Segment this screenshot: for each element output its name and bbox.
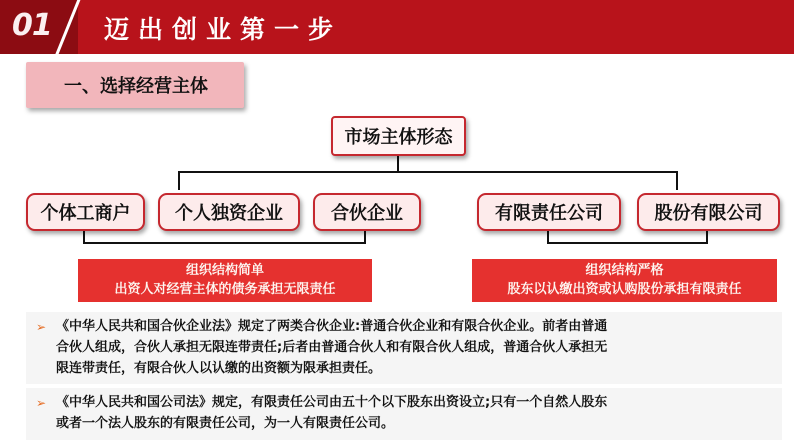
orange-arrow-icon: ➢ <box>36 320 47 334</box>
paragraph-text: 《中华人民共和国合伙企业法》规定了两类合伙企业:普通合伙企业和有限合伙企业。前者由普通 合伙人组成，合伙人承担无限连带责任;后者由普通合伙人和有限合伙人组成，普通合伙人承担无 限连带责任，有限合伙人以认缴的出资额为限承担责任。 <box>56 319 608 376</box>
note-left <box>78 259 372 302</box>
node-sole-proprietorship: 个人独资企业 <box>158 193 300 231</box>
header-bar <box>0 0 794 54</box>
node-limited-liability-company: 有限责任公司 <box>477 193 621 231</box>
connector-left-lower-bracket <box>84 231 365 243</box>
note-left-line1: 组织结构简单 <box>185 263 264 278</box>
node-partnership: 合伙企业 <box>313 193 421 231</box>
section-label-text: 一、选择经营主体 <box>64 76 208 97</box>
connector-right-lower-bracket <box>548 231 707 243</box>
note-right <box>472 259 777 302</box>
note-right-line2: 股东以认缴出资或认购股份承担有限责任 <box>507 282 742 297</box>
paragraph-partnership-law <box>26 312 782 384</box>
node-individual-business: 个体工商户 <box>26 193 145 231</box>
connector-left-bracket <box>179 172 398 190</box>
note-left-line2: 出资人对经营主体的债务承担无限责任 <box>114 282 336 297</box>
section-label <box>26 62 244 108</box>
page-title: 迈出创业第一步 <box>104 15 343 44</box>
header-number: 01 <box>12 8 52 43</box>
connector-right-bracket <box>398 172 677 190</box>
paragraph-text: 《中华人民共和国公司法》规定，有限责任公司由五十个以下股东出资设立;只有一个自然人股东 或者一个法人股东的有限责任公司，为一人有限责任公司。 <box>56 395 608 431</box>
orange-arrow-icon: ➢ <box>36 396 47 410</box>
note-right-line1: 组织结构严格 <box>585 263 664 278</box>
paragraph-company-law <box>26 388 782 440</box>
node-joint-stock-company: 股份有限公司 <box>637 193 780 231</box>
root-node: 市场主体形态 <box>331 116 466 156</box>
